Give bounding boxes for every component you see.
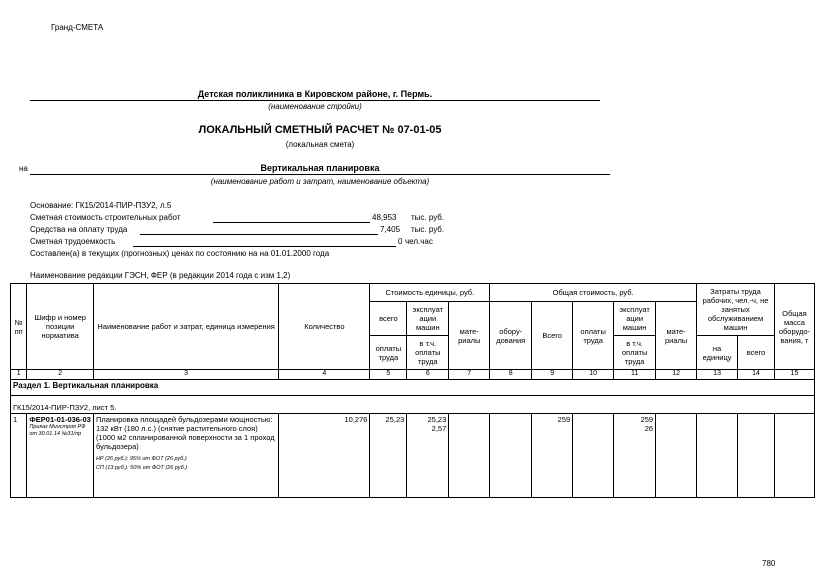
section-title: Раздел 1. Вертикальная планировка (11, 380, 815, 396)
row-unit-total: 25,23 (370, 414, 407, 498)
col-number: 11 (614, 370, 656, 380)
cost-unit: тыс. руб. (411, 213, 445, 222)
row-total-machines: 259 (640, 415, 654, 424)
header-name: Наименование работ и затрат, единица измерения (93, 284, 278, 370)
labor-unit: чел.час (405, 237, 433, 246)
construction-underline (30, 100, 600, 101)
construction-name: Детская поликлиника в Кировском районе, г. Пермь. (197, 89, 433, 99)
header-quantity: Количество (279, 284, 370, 370)
header-materials: мате-риалы (449, 302, 490, 370)
header-labor-per-unit: на единицу (697, 336, 738, 370)
col-number: 5 (370, 370, 407, 380)
row-mass (774, 414, 814, 498)
work-name: Вертикальная планировка (260, 163, 380, 173)
edition-line: Наименование редакции ГЭСН, ФЕР (в редакции 2014 года с изм 1,2) (30, 271, 291, 280)
labor-underline (133, 246, 396, 247)
work-underline (30, 174, 610, 175)
row-code: ФЕР01-01-036-03 (29, 415, 91, 424)
document-subtitle: (локальная смета) (285, 140, 355, 149)
estimate-table (10, 283, 815, 498)
labor-label: Сметная трудоемкость (30, 237, 116, 246)
page-number: 780 (762, 559, 776, 568)
construction-caption: (наименование стройки) (268, 102, 362, 111)
row-quantity: 10,276 (279, 414, 370, 498)
header-labor-total: всего (738, 336, 775, 370)
sheet-reference: ГК15/2014-ПИР-ПЗУ2, лист 5. (11, 396, 815, 414)
prices-line: Составлен(а) в текущих (прогнозных) ценах по состоянию на на 01.01.2000 года (30, 249, 330, 258)
basis-line: Основание: ГК15/2014-ПИР-ПЗУ2, л.5 (30, 201, 172, 210)
header-mass: Общая масса оборудо-вания, т (774, 284, 814, 370)
header-ekspl-total: эксплуат ации машин (614, 302, 656, 336)
wage-unit: тыс. руб. (411, 225, 445, 234)
table-row (11, 414, 815, 498)
cost-value: 48,953 (372, 213, 397, 222)
col-number: 6 (407, 370, 449, 380)
cost-underline (213, 222, 370, 223)
work-caption: (наименование работ и затрат, наименование объекта) (210, 177, 430, 186)
row-total-machines-cell (614, 414, 656, 498)
header-vsego: всего (370, 302, 407, 336)
col-number: 8 (490, 370, 532, 380)
header-total: Всего (532, 302, 573, 370)
col-number: 2 (27, 370, 94, 380)
header-unit-cost: Стоимость единицы, руб. (370, 284, 490, 302)
wage-underline (140, 234, 378, 235)
row-labor-total (738, 414, 775, 498)
wage-value: 7,405 (380, 225, 401, 234)
cost-label: Сметная стоимость строительных работ (30, 213, 181, 222)
col-number: 3 (93, 370, 278, 380)
header-total-machines-wages: в т.ч. оплаты труда (614, 336, 656, 370)
row-wages (573, 414, 614, 498)
col-number: 14 (738, 370, 775, 380)
row-name: Планировка площадей бульдозерами мощностью: 132 кВт (180 л.с.) (снятие растительного слоя) (95, 415, 273, 433)
row-code-cell (27, 414, 94, 498)
header-ekspl: эксплуат ации машин (407, 302, 449, 336)
col-number: 15 (774, 370, 814, 380)
row-nr: НР (26 руб.): 95% от ФОТ (26 руб.) (95, 456, 187, 462)
row-labor-per-unit (697, 414, 738, 498)
row-unit-machines-cell (407, 414, 449, 498)
col-number: 13 (697, 370, 738, 380)
header-unit-machines-wages: в т.ч. оплаты труда (407, 336, 449, 370)
col-number: 10 (573, 370, 614, 380)
row-unit-materials (449, 414, 490, 498)
row-unit-machines-wage: 2,57 (431, 424, 447, 433)
labor-value: 0 (398, 237, 403, 246)
row-equipment (490, 414, 532, 498)
header-materials-total: мате-риалы (656, 302, 697, 370)
header-num: № пп (11, 284, 27, 370)
row-total-machines-wage: 26 (644, 424, 654, 433)
col-number: 4 (279, 370, 370, 380)
row-num: 1 (11, 414, 27, 498)
na-label: на (19, 164, 28, 173)
wage-label: Средства на оплату труда (30, 225, 128, 234)
row-name-cell (93, 414, 278, 498)
row-total: 259 (532, 414, 573, 498)
document-title: ЛОКАЛЬНЫЙ СМЕТНЫЙ РАСЧЕТ № 07-01-05 (198, 124, 442, 136)
col-number: 1 (11, 370, 27, 380)
header-wages: оплаты труда (573, 302, 614, 370)
row-sp: СП (13 руб.): 50% от ФОТ (26 руб.) (95, 464, 188, 471)
row-code-note: Приказ Минстроя РФ от 30.01.14 №31/пр (29, 424, 86, 437)
col-number: 9 (532, 370, 573, 380)
row-unit-machines: 25,23 (427, 415, 447, 424)
header-labor: Затраты труда рабочих, чел.-ч, не занятых обслуживанием машин (697, 284, 775, 336)
row-name-unit: (1000 м2 спланированной поверхности за 1 проход бульдозера) (95, 433, 275, 451)
header-code: Шифр и номер позиции норматива (27, 284, 94, 370)
header-equipment: обору-дования (490, 302, 532, 370)
header-unit-wages: оплаты труда (370, 336, 407, 370)
col-number: 7 (449, 370, 490, 380)
col-number: 12 (656, 370, 697, 380)
header-total-cost: Общая стоимость, руб. (490, 284, 697, 302)
software-name: Гранд-СМЕТА (51, 23, 104, 32)
row-materials (656, 414, 697, 498)
